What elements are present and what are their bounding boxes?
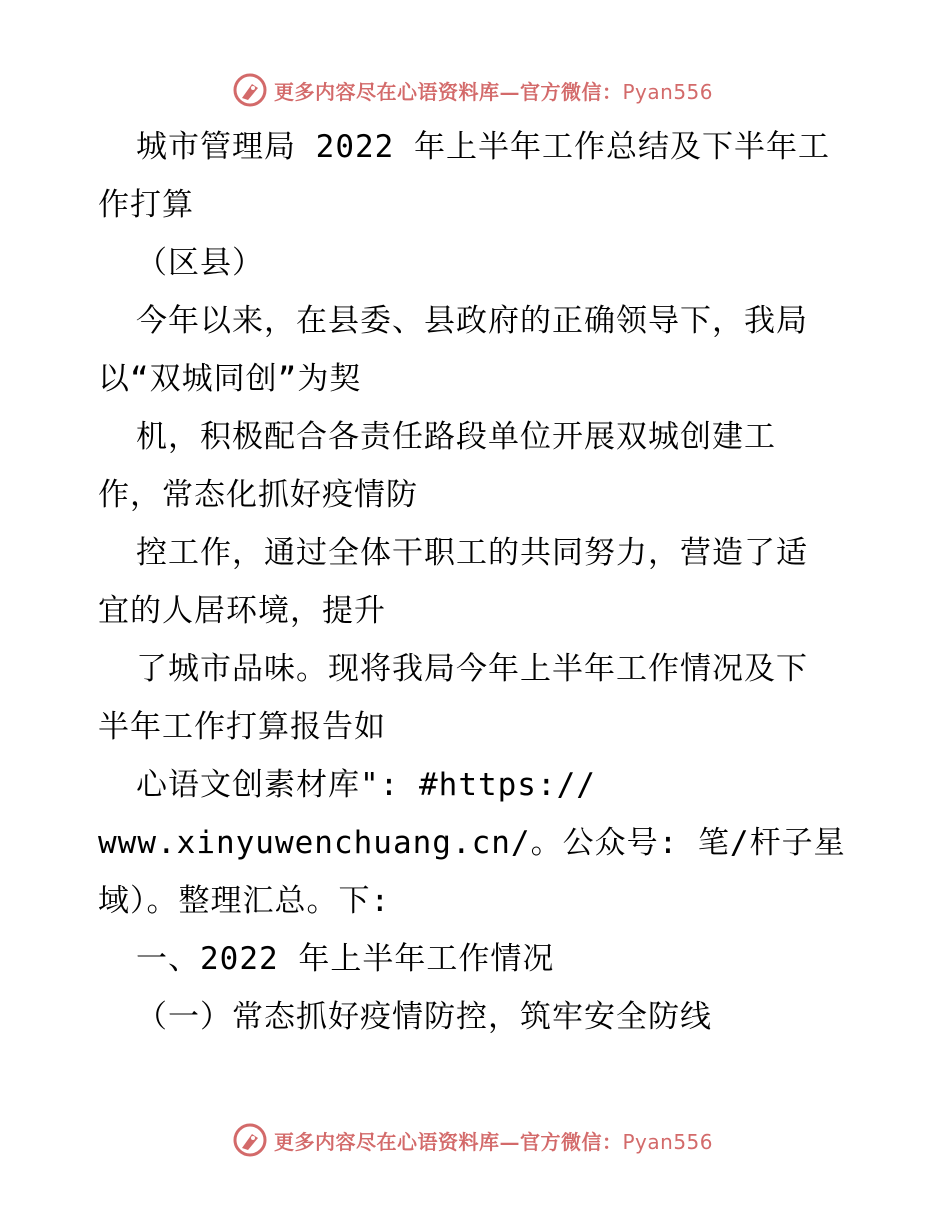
text-line: 机，积极配合各责任路段单位开展双城创建工 (136, 419, 776, 455)
header-banner (232, 70, 713, 110)
text-line: 控工作，通过全体干职工的共同努力，营造了适 (136, 535, 808, 571)
header-wechat-id: Pyan556 (622, 79, 714, 104)
text-line: （一）常态抓好疫情防控，筑牢安全防线 (136, 999, 712, 1035)
text-line: 城市管理局 2022 年上半年工作总结及下半年工 (136, 129, 830, 165)
pen-nib-logo-icon (232, 1122, 268, 1158)
text-line: 半年工作打算报告如 (98, 709, 386, 745)
pen-nib-logo-icon (232, 72, 268, 108)
text-line: 宜的人居环境，提升 (98, 593, 386, 629)
text-line: 一、2022 年上半年工作情况 (136, 941, 555, 977)
text-line: 作，常态化抓好疫情防 (98, 477, 418, 513)
text-line: 了城市品味。现将我局今年上半年工作情况及下 (136, 651, 808, 687)
text-line: 今年以来，在县委、县政府的正确领导下，我局 (136, 303, 808, 339)
text-line: 以“双城同创”为契 (98, 361, 362, 397)
text-line: 心语文创素材库": #https:// (136, 767, 596, 803)
document-body (98, 118, 858, 1046)
text-line: 作打算 (98, 187, 194, 223)
footer-wechat-id: Pyan556 (622, 1129, 714, 1154)
footer-banner (232, 1120, 713, 1160)
footer-banner-text: 更多内容尽在心语资料库—官方微信：Pyan556 (274, 1129, 714, 1154)
text-line: 域）。整理汇总。下: (98, 883, 391, 919)
text-line: www.xinyuwenchuang.cn/。公众号: 笔/杆子星 (98, 825, 846, 861)
text-line: （区县） (136, 245, 264, 281)
header-banner-text: 更多内容尽在心语资料库—官方微信：Pyan556 (274, 79, 714, 104)
